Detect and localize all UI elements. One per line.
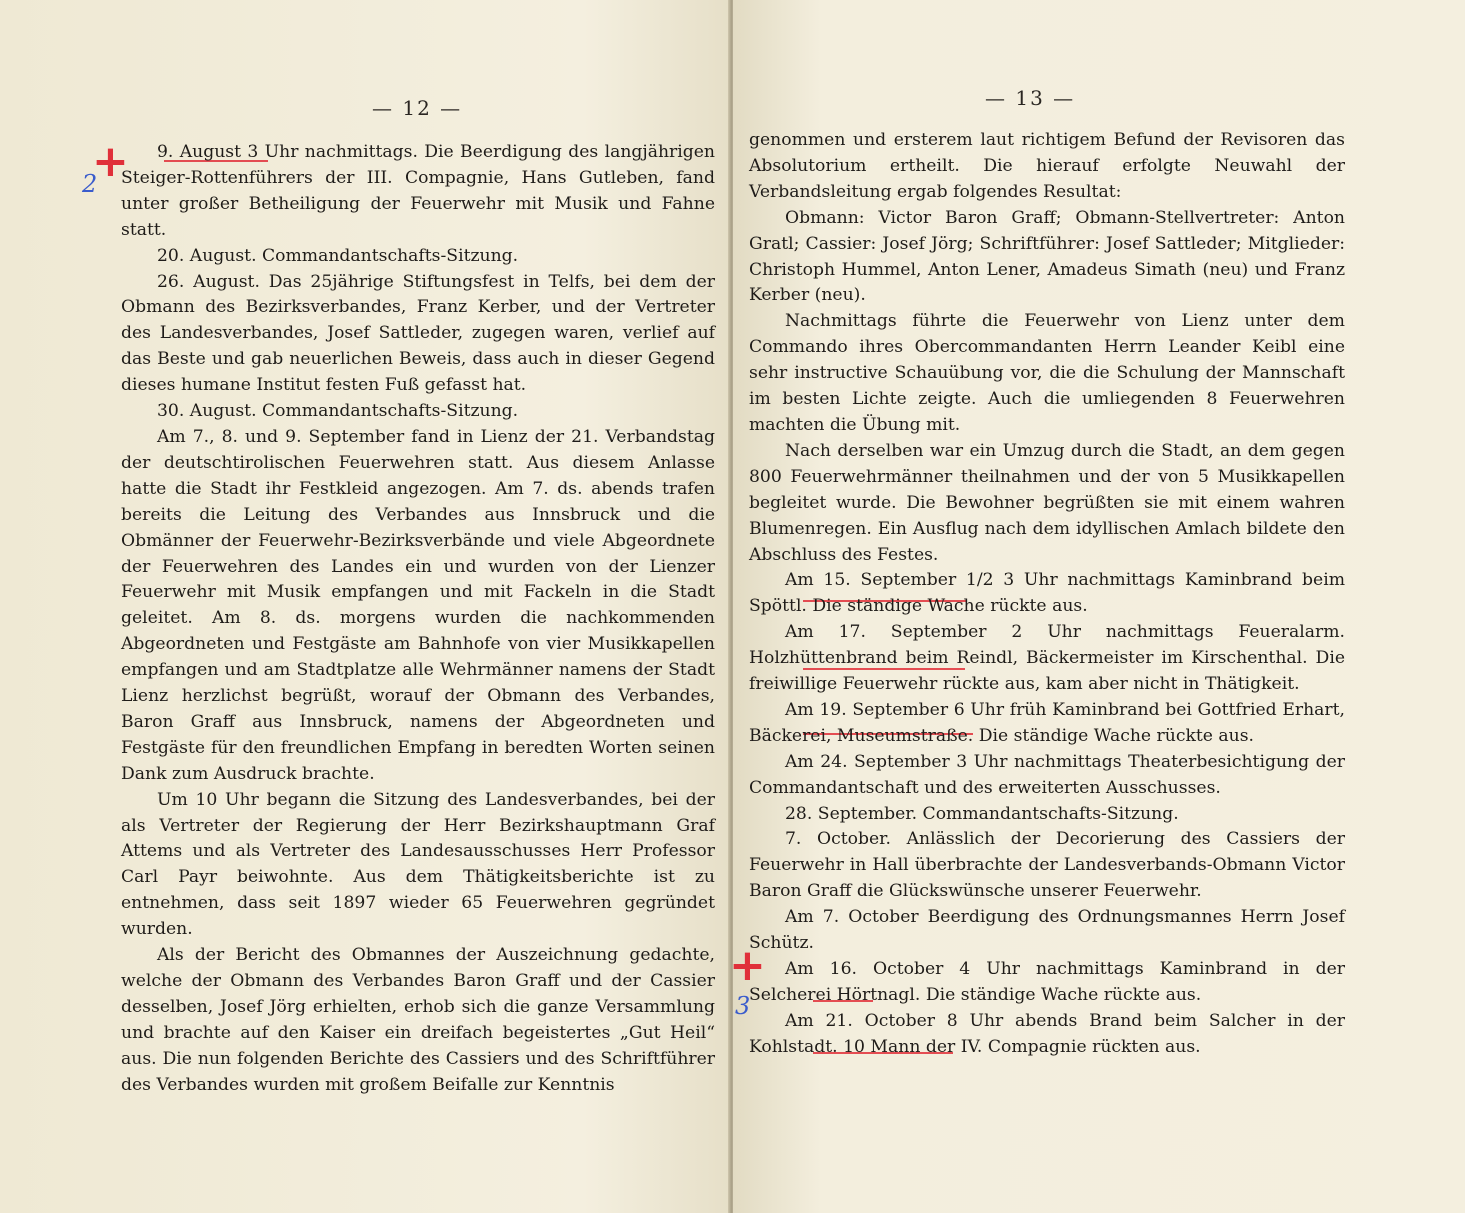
left-page: [0, 0, 730, 1213]
paragraph: Obmann: Victor Baron Graff; Obmann-Stellvertreter: Anton Gratl; Cassier: Josef Jörg; Schriftführer: Josef Sattleder; Mitglieder: Christoph Hummel, Anton Lener, Amadeus Simath (neu) und Franz Kerber (neu).: [749, 207, 1345, 306]
paragraph: Am 17. September 2 Uhr nachmittags Feueralarm. Holzhüttenbrand beim Reindl, Bäckermeister im Kirschenthal. Die freiwillige Feuerwehr rückte aus, kam aber nicht in Thätigkeit.: [749, 622, 1345, 695]
paragraph: 30. August. Commandantschafts-Sitzung.: [157, 401, 519, 422]
paragraph: Nach derselben war ein Umzug durch die Stadt, an dem gegen 800 Feuerwehrmänner theilnahmen und der von 5 Musikkapellen begleitet wurde. Die Bewohner begrüßten sie mit einem wahren Blumenregen. Ein Ausflug nach dem idyllischen Amlach bildete den Abschluss des Festes.: [749, 440, 1345, 565]
paragraph: Am 16. October 4 Uhr nachmittags Kaminbrand in der Selcherei Hörtnagl. Die ständige Wache rückte aus.: [749, 959, 1345, 1005]
right-page-text: [749, 128, 1345, 1061]
paragraph: 7. October. Anlässlich der Decorierung des Cassiers der Feuerwehr in Hall überbrachte der Landesverbands-Obmann Victor Baron Graff die Glückswünsche unserer Feuerwehr.: [749, 829, 1345, 902]
paragraph: Am 24. September 3 Uhr nachmittags Theaterbesichtigung der Commandantschaft und des erweiterten Ausschusses.: [749, 751, 1345, 798]
red-plus-mark: +: [729, 940, 766, 991]
blue-number-mark: 2: [82, 170, 98, 198]
paragraph: Nachmittags führte die Feuerwehr von Lienz unter dem Commando ihres Obercommandanten Herrn Leander Keibl eine sehr instructive Schauübung vor, die die Schulung der Mannschaft im besten Lichte zeigte. Auch die umliegenden 8 Feuerwehren machten die Übung mit.: [749, 311, 1345, 435]
paragraph: 26. August. Das 25jährige Stiftungsfest in Telfs, bei dem der Obmann des Bezirksverbandes, Franz Kerber, und der Vertreter des Landesverbandes, Josef Sattleder, zugegen waren, verlief auf das Beste und gab neuerlichen Beweis, dass auch in dieser Gegend dieses humane Institut festen Fuß gefasst hat.: [121, 271, 715, 396]
paragraph: Um 10 Uhr begann die Sitzung des Landesverbandes, bei der als Vertreter der Regierung der Herr Bezirkshauptmann Graf Attems und als Vertreter des Landesausschusses Herr Professor Carl Payr beiwohnte. Aus dem Thätigkeitsberichte ist zu entnehmen, dass seit 1897 wieder 65 Feuerwehren gegründet wurden.: [121, 789, 715, 940]
paragraph: genommen und ersterem laut richtigem Befund der Revisoren das Absolutorium ertheilt. Die hierauf erfolgte Neuwahl der Verbandsleitung ergab folgendes Resultat:: [749, 130, 1345, 202]
paragraph: Am 21. October 8 Uhr abends Brand beim Salcher in der Kohlstadt. 10 Mann der IV. Compagnie rückten aus.: [749, 1010, 1345, 1057]
page-number-left: — 12 —: [372, 96, 463, 120]
left-page-text: [121, 140, 715, 1099]
page-number-right: — 13 —: [985, 86, 1076, 110]
paragraph: Als der Bericht des Obmannes der Auszeichnung gedachte, welche der Obmann des Verbandes Baron Graff und der Cassier desselben, Josef Jörg erhielten, erhob sich die ganze Versammlung und brachte auf den Kaiser ein dreifach begeistertes „Gut Heil“ aus. Die nun folgenden Berichte des Cassiers und des Schriftführer des Verbandes wurden mit großem Beifalle zur Kenntnis: [121, 945, 715, 1095]
paragraph: Am 7. October Beerdigung des Ordnungsmannes Herrn Josef Schütz.: [749, 907, 1345, 954]
blue-number-mark: 3: [735, 992, 751, 1020]
right-page: [729, 0, 1465, 1213]
paragraph: 28. September. Commandantschafts-Sitzung.: [785, 803, 1179, 824]
red-plus-mark: +: [92, 136, 129, 187]
paragraph: 20. August. Commandantschafts-Sitzung.: [157, 245, 519, 266]
paragraph: Am 7., 8. und 9. September fand in Lienz der 21. Verbandstag der deutschtirolischen Feuerwehren statt. Aus diesem Anlasse hatte die Stadt ihr Festkleid angezogen. Am 7. ds. abends trafen bereits die Leitung des Verbandes aus Innsbruck und die Obmänner der Feuerwehr-Bezirksverbände und viele Abgeordnete der Feuerwehren des Landes ein und wurden von der Lienzer Feuerwehr mit Musik empfangen und mit Fackeln in die Stadt geleitet. Am 8. ds. morgens wurden die nachkommenden Abgeordneten und Festgäste am Bahnhofe von vier Musikkapellen empfangen und am Stadtplatze alle Wehrmänner namens der Stadt Lienz herzlichst begrüßt, worauf der Obmann des Verbandes, Baron Graff aus Innsbruck, namens der Abgeordneten und Festgäste für den freundlichen Empfang in beredten Worten seinen Dank zum Ausdruck brachte.: [121, 426, 715, 784]
paragraph: 9. August 3 Uhr nachmittags. Die Beerdigung des langjährigen Steiger-Rottenführers der III. Compagnie, Hans Gutleben, fand unter großer Betheiligung der Feuerwehr mit Musik und Fahne statt.: [121, 142, 715, 240]
paragraph: Am 19. September 6 Uhr früh Kaminbrand bei Gottfried Erhart, Bäckerei, Museumstraße. Die ständige Wache rückte aus.: [749, 699, 1345, 746]
paragraph: Am 15. September 1/2 3 Uhr nachmittags Kaminbrand beim Spöttl. Die ständige Wache rückte aus.: [749, 570, 1345, 617]
